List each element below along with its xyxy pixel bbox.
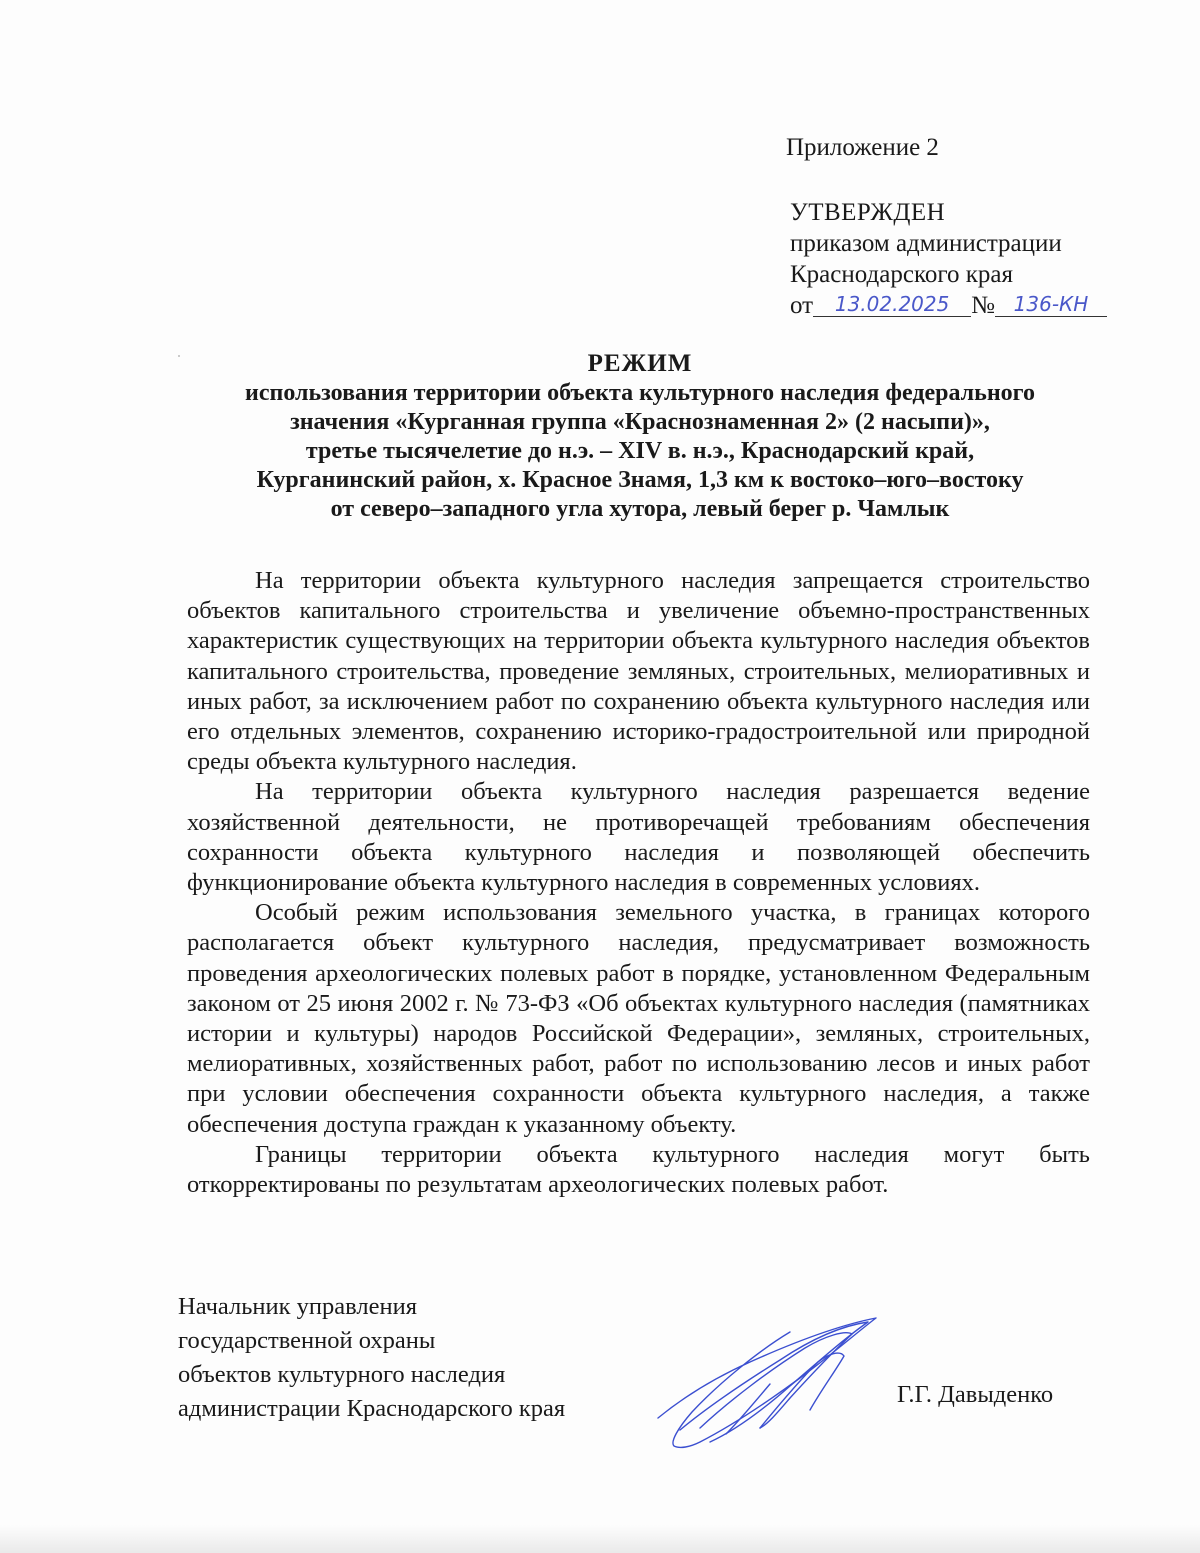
- handwritten-order-date: 13.02.2025: [813, 292, 971, 317]
- signer-name: Г.Г. Давыденко: [897, 1381, 1054, 1408]
- signer-position: [178, 1290, 565, 1426]
- document-body: [187, 566, 1090, 1200]
- title-heading: РЕЖИМ: [587, 350, 693, 377]
- title-line: третье тысячелетие до н.э. – XIV в. н.э., Краснодарский край,: [305, 438, 975, 464]
- approved-label: УТВЕРЖДЕН: [790, 199, 946, 226]
- body-paragraph: Границы территории объекта культурного наследия могут быть откорректированы по результатам археологических полевых работ.: [187, 1140, 1090, 1199]
- scan-bottom-edge: [0, 1525, 1200, 1553]
- body-paragraph: На территории объекта культурного наследия запрещается строительство объектов капитального строительства и увеличение объемно-пространственных характеристик существующих на территории объекта культурного наследия объектов капитального строительства, проведение земляных, строительных, мелиоративных и иных работ, за исключением работ по сохранению объекта культурного наследия или его отдельных элементов, сохранению историко-градостроительной или природной среды объекта культурного наследия.: [187, 567, 1090, 776]
- title-line: значения «Курганная группа «Краснознаменная 2» (2 насыпи)»,: [290, 409, 990, 435]
- handwritten-order-number: 136-КН: [995, 292, 1107, 317]
- title-line: Курганинский район, х. Красное Знамя, 1,3 км к востоко–юго–востоку: [256, 467, 1024, 493]
- signer-position-line: объектов культурного наследия: [178, 1361, 506, 1388]
- approval-block: [790, 197, 1107, 321]
- title-line: от северо–западного угла хутора, левый берег р. Чамлык: [330, 496, 950, 522]
- appendix-label: Приложение 2: [786, 134, 939, 161]
- title-line: использования территории объекта культурного наследия федерального: [245, 380, 1035, 406]
- approved-by-line-1: приказом администрации: [790, 230, 1062, 257]
- signer-position-line: Начальник управления: [178, 1293, 417, 1320]
- handwritten-signature: [640, 1300, 900, 1450]
- body-paragraph: На территории объекта культурного наследия разрешается ведение хозяйственной деятельности, не противоречащей требованиям обеспечения сохранности объекта культурного наследия и позволяющей обеспечить функционирование объекта культурного наследия в современных условиях.: [187, 778, 1090, 897]
- order-date-number-line: [790, 290, 1107, 321]
- signer-position-line: администрации Краснодарского края: [178, 1395, 566, 1422]
- document-title: [180, 349, 1100, 524]
- signer-position-line: государственной охраны: [178, 1327, 436, 1354]
- approved-by-line-2: Краснодарского края: [790, 261, 1013, 288]
- body-paragraph: Особый режим использования земельного участка, в границах которого располагается объект культурного наследия, предусматривает возможность проведения археологических полевых работ в порядке, установленном Федеральным законом от 25 июня 2002 г. № 73-ФЗ «Об объектах культурного наследия (памятниках истории и культуры) народов Российской Федерации», земляных, строительных, мелиоративных, хозяйственных работ, работ по использованию лесов и иных работ при условии обеспечения сохранности объекта культурного наследия, а также обеспечения доступа граждан к указанному объекту.: [187, 899, 1090, 1138]
- from-prefix: от: [790, 292, 814, 319]
- number-prefix: №: [971, 292, 995, 319]
